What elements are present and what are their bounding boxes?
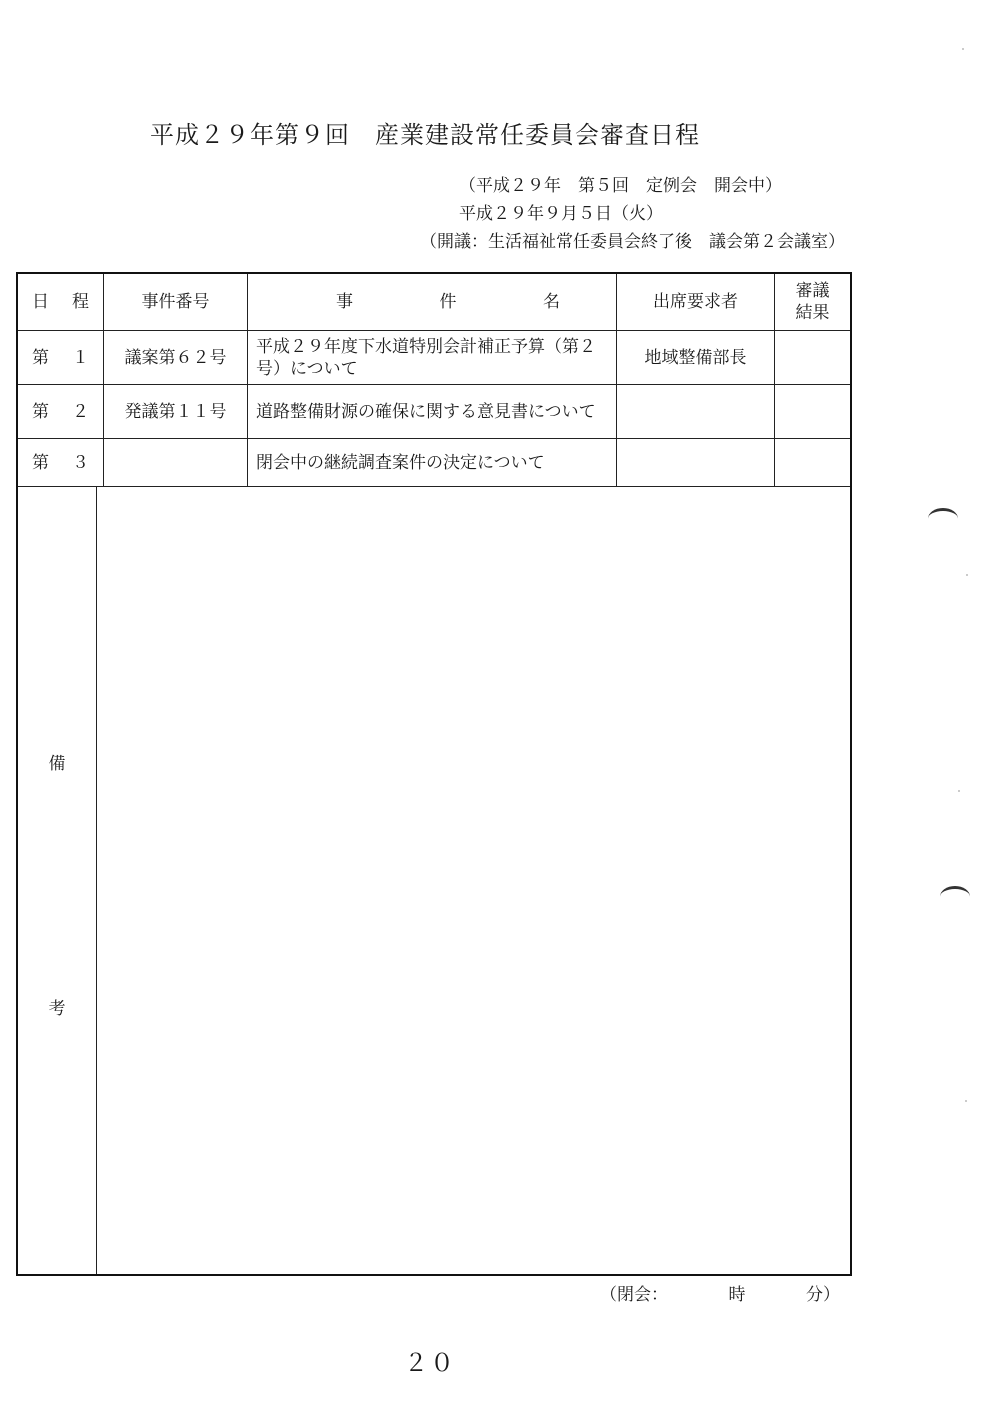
header-attendance: 出席要求者 <box>653 292 738 312</box>
order-prefix: 第 <box>32 401 49 422</box>
header-case-name-3: 名 <box>543 292 560 312</box>
table-row-2-number: 発議第１１号 <box>124 401 227 422</box>
header-case-number: 事件番号 <box>141 292 210 312</box>
table-row-1-result <box>775 331 850 384</box>
table-row-3-name: 閉会中の継続調査案件の決定について <box>256 452 545 473</box>
header-case-name-2: 件 <box>439 292 457 312</box>
header-schedule <box>18 274 103 330</box>
order-number: １ <box>72 347 89 368</box>
venue-line: （開議：生活福祉常任委員会終了後 議会第２会議室） <box>420 232 845 252</box>
closing-label: （閉会： <box>600 1285 668 1305</box>
meeting-info <box>325 172 845 256</box>
order-number: ３ <box>72 452 89 473</box>
session-line: （平成２９年 第５回 定例会 開会中） <box>459 176 782 196</box>
date-line: 平成２９年９月５日（火） <box>459 204 663 224</box>
closing-minute: 分） <box>806 1285 840 1305</box>
punch-hole-mark <box>940 886 970 907</box>
scan-speck <box>958 790 960 792</box>
scan-speck <box>962 48 964 50</box>
header-schedule-a: 日 <box>32 292 49 312</box>
table-row-1-number: 議案第６２号 <box>124 347 227 368</box>
table-row-1-attendee: 地域整備部長 <box>644 347 747 368</box>
scan-speck <box>966 574 968 576</box>
header-case-name-1: 事 <box>336 292 353 312</box>
page-number: ２０ <box>404 1349 456 1377</box>
document-title: 平成２９年第９回 産業建設常任委員会審査日程 <box>150 121 700 149</box>
table-row-3-result <box>775 439 850 486</box>
table-row-2-order <box>18 385 103 438</box>
remarks-label-a: 備 <box>48 754 66 774</box>
scan-speck <box>965 1100 967 1102</box>
header-result <box>775 274 850 330</box>
table-row-3-attendee <box>617 439 774 486</box>
remarks-area <box>97 487 850 1274</box>
header-schedule-b: 程 <box>72 292 89 312</box>
order-prefix: 第 <box>32 452 49 473</box>
closing-time <box>600 1280 840 1305</box>
remarks-label-b: 考 <box>48 999 66 1019</box>
punch-hole-mark <box>928 508 958 529</box>
schedule-table <box>16 272 852 1276</box>
closing-hour: 時 <box>728 1285 746 1305</box>
header-result-b: 結果 <box>795 303 830 323</box>
order-prefix: 第 <box>32 347 49 368</box>
header-result-a: 審議 <box>795 281 830 301</box>
header-case-name <box>248 274 616 330</box>
table-row-3-number <box>104 439 247 486</box>
table-row-1-name: 平成２９年度下水道特別会計補正予算（第２号）について <box>256 336 596 379</box>
table-row-2-result <box>775 385 850 438</box>
table-row-2-name: 道路整備財源の確保に関する意見書について <box>256 401 596 422</box>
order-number: ２ <box>72 401 89 422</box>
table-row-1-order <box>18 331 103 384</box>
table-row-2-attendee <box>617 385 774 438</box>
table-row-3-order <box>18 439 103 486</box>
